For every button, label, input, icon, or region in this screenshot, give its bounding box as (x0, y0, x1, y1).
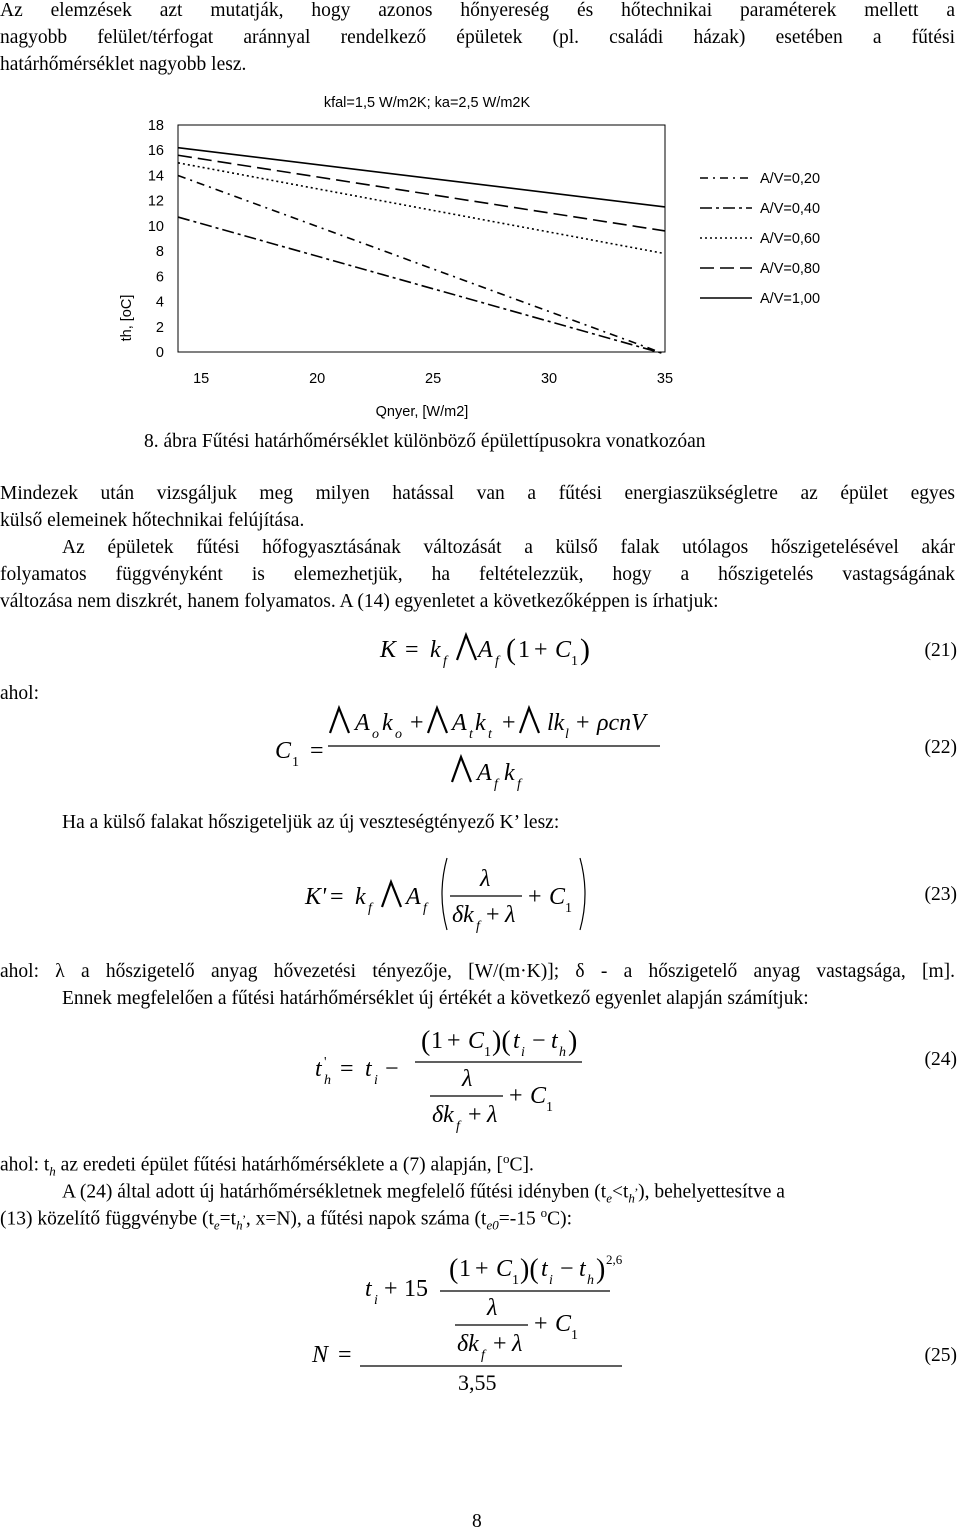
text-run: ahol: t (0, 1154, 50, 1176)
paragraph-line: folyamatos függvényként is elemezhetjük, ha feltételezzük, hogy a hőszigetelés vastagságának (0, 564, 955, 585)
svg-text:f: f (368, 901, 372, 916)
svg-text:f: f (476, 919, 480, 934)
svg-text:1: 1 (571, 654, 578, 669)
superscript: , (634, 1178, 639, 1193)
svg-text:C: C (555, 637, 572, 663)
text-run: C): (547, 1208, 573, 1230)
svg-text:h: h (559, 1045, 566, 1060)
y-tick-label: 18 (147, 118, 164, 134)
svg-text:1: 1 (431, 1028, 443, 1054)
svg-text:+: + (528, 884, 542, 910)
svg-text:k: k (475, 710, 486, 736)
intro-line: Az elemzések azt mutatják, hogy azonos hőnyereség és hőtechnikai paraméterek mellett a (0, 0, 955, 21)
chart-legend (700, 171, 820, 307)
superscript: o (502, 1151, 510, 1166)
svg-text:−: − (532, 1028, 546, 1054)
subscript: h (628, 1190, 635, 1206)
y-tick-label: 4 (155, 294, 164, 311)
svg-text:i: i (549, 1273, 553, 1288)
svg-text:t: t (365, 1056, 372, 1082)
page-number: 8 (472, 1511, 482, 1532)
svg-text:=: = (340, 1056, 354, 1082)
svg-text:+: + (534, 1311, 548, 1337)
svg-text:+: + (502, 710, 516, 736)
svg-text:i: i (374, 1293, 378, 1308)
svg-text:1: 1 (571, 1328, 578, 1343)
y-tick-label: 12 (147, 193, 164, 210)
svg-text:δk: δk (457, 1331, 479, 1357)
svg-text:1: 1 (512, 1273, 519, 1288)
svg-text:): ) (580, 633, 590, 666)
legend-label: A/V=0,60 (760, 231, 821, 247)
svg-text:(: ( (449, 1254, 459, 1285)
subscript: h (49, 1163, 56, 1179)
text-run: =t (219, 1208, 237, 1230)
svg-text:C: C (468, 1028, 485, 1054)
paragraph-line: Mindezek után vizsgáljuk meg milyen hatással van a fűtési energiaszükségletre az épület egyes (0, 483, 955, 504)
svg-text:K': K' (305, 884, 327, 910)
superscript: o (540, 1205, 548, 1220)
svg-text:λ: λ (480, 866, 491, 892)
text-run: az eredeti épület fűtési határhőmérséklete a (7) alapján, [ (55, 1154, 503, 1176)
x-tick-label: 30 (540, 371, 558, 387)
x-tick-label: 25 (425, 371, 442, 387)
svg-text:C: C (549, 884, 566, 910)
svg-text:1: 1 (546, 1100, 553, 1115)
text-run: =-15 (498, 1208, 541, 1230)
svg-text:+: + (447, 1028, 461, 1054)
series-lines (178, 148, 665, 354)
paragraph-5-line-1 (0, 1151, 534, 1179)
equation-number-25: (25) (924, 1345, 957, 1366)
svg-text:(: ( (421, 1026, 431, 1057)
svg-text:): ) (568, 1026, 578, 1057)
series-line (178, 148, 665, 207)
svg-text:A: A (477, 760, 492, 786)
paragraph-line: Ennek megfelelően a fűtési határhőmérséklet új értékét a következő egyenlet alapján számítjuk: (62, 988, 809, 1009)
svg-text:C: C (530, 1083, 547, 1109)
series-line (178, 217, 665, 354)
svg-text:+: + (468, 1102, 482, 1128)
legend-label: A/V=0,40 (760, 201, 821, 217)
text-run: C]. (509, 1154, 534, 1176)
series-line (178, 163, 665, 254)
svg-text:f: f (443, 654, 447, 669)
svg-text:+: + (410, 710, 424, 736)
svg-text:h: h (587, 1273, 594, 1288)
exponent: 2,6 (606, 1252, 623, 1267)
x-tick-label: 35 (656, 371, 674, 387)
svg-text:λ: λ (512, 1331, 523, 1357)
y-tick-label: 16 (147, 143, 164, 160)
svg-text:−: − (560, 1256, 574, 1282)
svg-text:λ: λ (487, 1295, 498, 1321)
svg-text:k: k (355, 884, 366, 910)
svg-text:1: 1 (484, 1045, 491, 1060)
svg-text:': ' (324, 1055, 327, 1070)
svg-text:+: + (493, 1331, 507, 1357)
intro-paragraph (0, 0, 955, 78)
svg-text:δk: δk (432, 1102, 454, 1128)
svg-text:1: 1 (459, 1256, 471, 1282)
figure-caption: 8. ábra Fűtési határhőmérséklet különböző épülettípusokra vonatkozóan (144, 431, 706, 452)
svg-text:i: i (374, 1073, 378, 1088)
y-tick-labels (148, 118, 164, 361)
plot-area-frame (178, 125, 665, 352)
denominator-3-55: 3,55 (458, 1370, 497, 1395)
chart-title: kfal=1,5 W/m2K; ka=2,5 W/m2K (323, 95, 531, 111)
svg-text:l: l (565, 727, 569, 742)
constant-15: 15 (404, 1276, 428, 1302)
paragraph-line: ahol: λ a hőszigetelő anyag hővezetési tényezője, [W/(m·K)]; δ - a hőszigetelő anyag vastagsága, [m]. (0, 961, 955, 982)
svg-text:=: = (330, 884, 344, 910)
svg-text:i: i (521, 1045, 525, 1060)
svg-text:+: + (534, 637, 548, 663)
svg-text:k: k (382, 710, 393, 736)
equation-number-24: (24) (924, 1049, 957, 1070)
equation-25 (300, 1248, 640, 1398)
paragraph-4 (0, 958, 955, 1012)
svg-text:t: t (541, 1256, 548, 1282)
svg-text:A: A (452, 710, 467, 736)
y-tick-label: 10 (147, 218, 164, 235)
equation-number-21: (21) (924, 640, 957, 661)
svg-text:C: C (555, 1311, 572, 1337)
subscript: e (213, 1217, 220, 1233)
x-axis-label: Qnyer, [W/m2] (375, 404, 469, 420)
svg-text:t: t (551, 1028, 558, 1054)
svg-text:f: f (481, 1348, 485, 1363)
svg-text:C: C (496, 1256, 513, 1282)
svg-text:(: ( (506, 633, 516, 666)
svg-text:)(: )( (520, 1254, 539, 1285)
superscript: , (242, 1205, 246, 1220)
x-tick-labels (193, 371, 673, 387)
x-tick-label: 20 (309, 371, 326, 387)
svg-text:A: A (406, 884, 421, 910)
equation-21 (360, 625, 620, 675)
svg-text:K: K (380, 637, 397, 663)
svg-text:t: t (513, 1028, 520, 1054)
svg-text:A: A (355, 710, 370, 736)
paragraph-2 (0, 534, 955, 615)
text-run: ), behelyettesítve a (638, 1181, 785, 1203)
subscript: e (606, 1190, 612, 1206)
y-axis-label: th, [oC] (119, 294, 135, 342)
svg-text:+: + (576, 710, 590, 736)
svg-text:1: 1 (518, 637, 530, 663)
svg-text:1: 1 (565, 901, 572, 916)
text-run: (13) közelítő függvénybe (t (0, 1208, 214, 1230)
series-line (178, 155, 665, 231)
svg-text:f: f (423, 901, 427, 916)
svg-text:=: = (310, 738, 324, 764)
svg-text:f: f (495, 654, 499, 669)
svg-text:o: o (395, 727, 402, 742)
equation-number-23: (23) (924, 884, 957, 905)
y-tick-label: 6 (155, 269, 164, 286)
paragraph-3: Ha a külső falakat hőszigeteljük az új veszteségtényező K’ lesz: (62, 812, 560, 833)
equation-23 (300, 852, 620, 937)
svg-text:A: A (478, 637, 493, 663)
svg-text:+: + (509, 1083, 523, 1109)
paragraph-line: Az épületek fűtési hőfogyasztásának változását a külső falak utólagos hőszigetelésével akár (62, 537, 955, 558)
svg-text:t: t (488, 727, 492, 742)
text-run: , x=N), a fűtési napok száma (t (245, 1208, 487, 1230)
svg-text:1: 1 (292, 755, 299, 770)
svg-text:f: f (456, 1119, 460, 1134)
equation-24 (310, 1022, 610, 1134)
svg-text:t: t (469, 727, 473, 742)
intro-line: határhőmérséklet nagyobb lesz. (0, 54, 247, 75)
paragraph-line: változása nem diszkrét, hanem folyamatos. A (14) egyenletet a következőképpen is írhatjuk: (0, 591, 719, 612)
legend-label: A/V=1,00 (760, 291, 821, 307)
subscript: h (236, 1217, 243, 1233)
svg-text:t: t (315, 1056, 322, 1082)
svg-text:−: − (385, 1056, 399, 1082)
text-run: <t (611, 1181, 629, 1203)
heating-threshold-chart (0, 80, 960, 430)
svg-text:λ: λ (505, 902, 516, 928)
svg-text:f: f (517, 777, 521, 792)
svg-text:λ: λ (462, 1066, 473, 1092)
subscript: e0 (486, 1217, 499, 1233)
y-tick-label: 8 (155, 244, 164, 261)
svg-text:=: = (405, 637, 419, 663)
paragraph-line: külső elemeinek hőtechnikai felújítása. (0, 510, 305, 531)
legend-label: A/V=0,80 (760, 261, 821, 277)
y-tick-label: 14 (147, 168, 164, 185)
svg-text:lk: lk (547, 710, 565, 736)
svg-text:+: + (486, 902, 500, 928)
svg-text:o: o (372, 727, 379, 742)
y-tick-label: 0 (155, 345, 164, 361)
paragraph-1 (0, 480, 955, 534)
svg-text:h: h (324, 1073, 331, 1088)
svg-text:λ: λ (487, 1102, 498, 1128)
x-tick-label: 15 (193, 371, 210, 387)
paragraph-5-line-3 (0, 1205, 572, 1233)
svg-text:δk: δk (452, 902, 474, 928)
equation-number-22: (22) (924, 737, 957, 758)
ahol-label: ahol: (0, 683, 39, 704)
svg-text:C: C (275, 738, 292, 764)
svg-text:f: f (494, 777, 498, 792)
svg-text:N: N (312, 1342, 329, 1368)
svg-text:k: k (504, 760, 515, 786)
svg-text:k: k (430, 637, 441, 663)
svg-text:): ) (596, 1254, 606, 1285)
intro-line: nagyobb felület/térfogat aránnyal rendelkező épületek (pl. családi házak) esetében a fűtési (0, 27, 955, 48)
paragraph-5-line-2 (62, 1178, 785, 1206)
equation-22 (270, 700, 690, 795)
svg-text:ρcnV: ρcnV (597, 710, 646, 736)
svg-text:+: + (475, 1256, 489, 1282)
svg-text:)(: )( (492, 1026, 511, 1057)
svg-text:t: t (365, 1276, 372, 1302)
series-line (178, 175, 665, 354)
legend-label: A/V=0,20 (760, 171, 821, 187)
svg-text:=: = (338, 1342, 352, 1368)
text-run: A (24) által adott új határhőmérsékletnek megfelelő fűtési idényben (t (62, 1181, 607, 1203)
svg-text:t: t (579, 1256, 586, 1282)
y-tick-label: 2 (155, 319, 164, 336)
svg-text:+: + (384, 1276, 398, 1302)
